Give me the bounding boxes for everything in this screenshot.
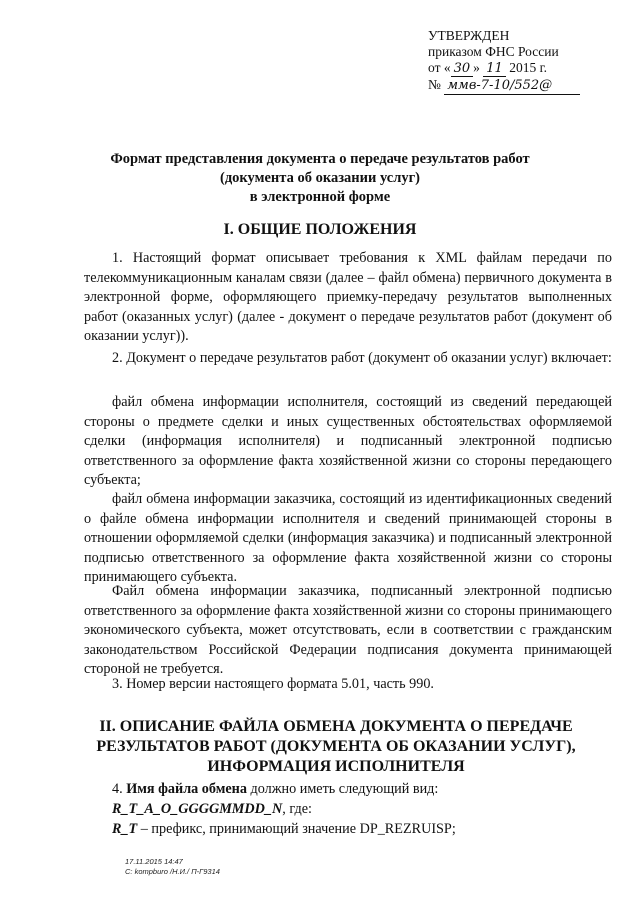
title-line-2: (документа об оказании услуг) (219, 170, 421, 186)
section-1-heading: I. ОБЩИЕ ПОЛОЖЕНИЯ (223, 221, 417, 238)
prefix-term: R_T (112, 821, 138, 837)
section-2-heading-line-2: РЕЗУЛЬТАТОВ РАБОТ (ДОКУМЕНТА ОБ ОКАЗАНИИ УСЛУГ), (96, 738, 576, 755)
file-name-term: Имя файла обмена (126, 781, 247, 797)
approval-line-1: УТВЕРЖДЕН (428, 28, 510, 43)
paragraph-4: файл обмена информации заказчика, состоящий из идентификационных сведений о файле обмена информации исполнителя и сведений принимающей стороны в отношении оформляемой сделки (информация заказчика) и подписанный электронной подписью ответственного за оформление факта хозяйственной жизни со стороны принимающего субъекта. (84, 491, 612, 586)
title-line-1: Формат представления документа о передаче результатов работ (110, 151, 530, 167)
handwritten-day: 30 (451, 61, 474, 77)
paragraph-6: 3. Номер версии настоящего формата 5.01, часть 990. (112, 676, 434, 692)
handwritten-order-number: ммв-7-10/552@ (444, 78, 580, 95)
file-name-pattern: R_T_A_O_GGGGMMDD_N (112, 801, 283, 817)
prefix-line: R_T – префикс, принимающий значение DP_REZRUISP; (112, 821, 456, 837)
footer-meta (125, 857, 220, 877)
approval-date: от « 30 » 11 2015 г. (428, 60, 547, 76)
paragraph-5: Файл обмена информации заказчика, подписанный электронной подписью ответственного за оформление факта хозяйственной жизни со стороны принимающего экономического субъекта, может отсутствовать, если в соответствии с гражданским законодательством Российской Федерации подписания документа принимающей стороной не требуется. (84, 583, 612, 678)
section-2-heading (86, 717, 586, 777)
document-title (90, 150, 550, 207)
approval-number: № ммв-7-10/552@ (428, 77, 628, 95)
item-4-line: 4. Имя файла обмена должно иметь следующий вид: (112, 781, 439, 797)
paragraph-3: файл обмена информации исполнителя, состоящий из сведений передающей стороны о предмете сделки и иных существенных обстоятельствах оформляемой сделки (информация исполнителя) и подписанный электронной подписью ответственного за оформление факта хозяйственной жизни со стороны передающего субъекта; (84, 394, 612, 489)
title-line-3: в электронной форме (249, 189, 391, 205)
approval-stamp (428, 28, 628, 95)
section-2-heading-line-1: II. ОПИСАНИЕ ФАЙЛА ОБМЕНА ДОКУМЕНТА О ПЕРЕДАЧЕ (99, 718, 573, 735)
approval-line-2: приказом ФНС России (428, 44, 559, 59)
footer-timestamp: 17.11.2015 14:47 (125, 857, 183, 866)
file-name-pattern-line: R_T_A_O_GGGGMMDD_N, где: (112, 801, 312, 817)
paragraph-1: 1. Настоящий формат описывает требования к XML файлам передачи по телекоммуникационным каналам связи (далее – файл обмена) первичного документа в электронной форме, оформляющего приемку-передачу результатов выполненных работ (оказанных услуг) (далее - документ о передаче результатов работ (документ об оказании услуг)). (84, 250, 612, 345)
section-2-heading-line-3: ИНФОРМАЦИЯ ИСПОЛНИТЕЛЯ (207, 758, 465, 775)
handwritten-month: 11 (483, 61, 506, 77)
footer-path: C: kompburo /Н.И./ П-Г9314 (125, 867, 220, 876)
paragraph-2: 2. Документ о передаче результатов работ (документ об оказании услуг) включает: (112, 350, 612, 366)
